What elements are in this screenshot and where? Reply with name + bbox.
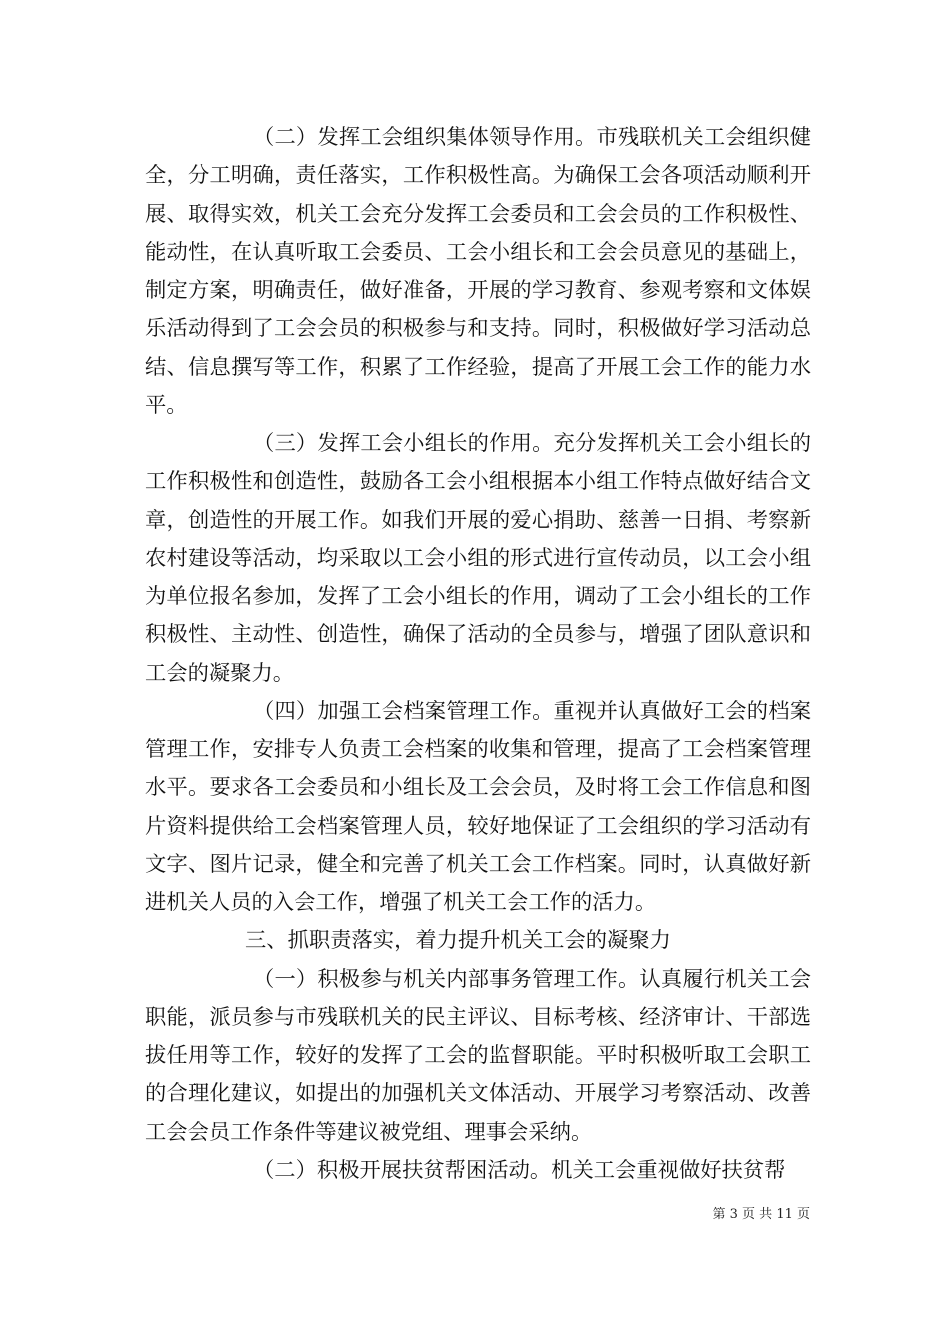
section-heading-duty-implementation: 三、抓职责落实，着力提升机关工会的凝聚力: [245, 928, 671, 954]
paragraph-internal-affairs-management: （一）积极参与机关内部事务管理工作。认真履行机关工会职能，派员参与市残联机关的民主评议、目标考核、经济审计、干部选拔任用等工作，较好的发挥了工会的监督职能。平时积极听取工会职工的合理化建议，如提出的加强机关文体活动、开展学习考察活动、改善工会会员工作条件等建议被党组、理事会采纳。: [145, 966, 811, 1145]
paragraph-poverty-relief: （二）积极开展扶贫帮困活动。机关工会重视做好扶贫帮: [253, 1157, 786, 1183]
paragraph-union-collective-leadership: （二）发挥工会组织集体领导作用。市残联机关工会组织健全，分工明确，责任落实，工作积极性高。为确保工会各项活动顺利开展、取得实效，机关工会充分发挥工会委员和工会会员的工作积极性、能动性，在认真听取工会委员、工会小组长和工会会员意见的基础上，制定方案，明确责任，做好准备，开展的学习教育、参观考察和文体娱乐活动得到了工会会员的积极参与和支持。同时，积极做好学习活动总结、信息撰写等工作，积累了工作经验，提高了开展工会工作的能力水平。: [145, 125, 811, 418]
page-number-footer: 第 3 页 共 11 页: [712, 1207, 810, 1222]
paragraph-archive-management: （四）加强工会档案管理工作。重视并认真做好工会的档案管理工作，安排专人负责工会档案的收集和管理，提高了工会档案管理水平。要求各工会委员和小组长及工会会员，及时将工会工作信息和图片资料提供给工会档案管理人员，较好地保证了工会组织的学习活动有文字、图片记录，健全和完善了机关工会工作档案。同时，认真做好新进机关人员的入会工作，增强了机关工会工作的活力。: [145, 698, 811, 915]
paragraph-group-leaders-role: （三）发挥工会小组长的作用。充分发挥机关工会小组长的工作积极性和创造性，鼓励各工会小组根据本小组工作特点做好结合文章，创造性的开展工作。如我们开展的爱心捐助、慈善一日捐、考察新农村建设等活动，均采取以工会小组的形式进行宣传动员，以工会小组为单位报名参加，发挥了工会小组长的作用，调动了工会小组长的工作积极性、主动性、创造性，确保了活动的全员参与，增强了团队意识和工会的凝聚力。: [145, 431, 811, 686]
document-body: [145, 119, 811, 1190]
